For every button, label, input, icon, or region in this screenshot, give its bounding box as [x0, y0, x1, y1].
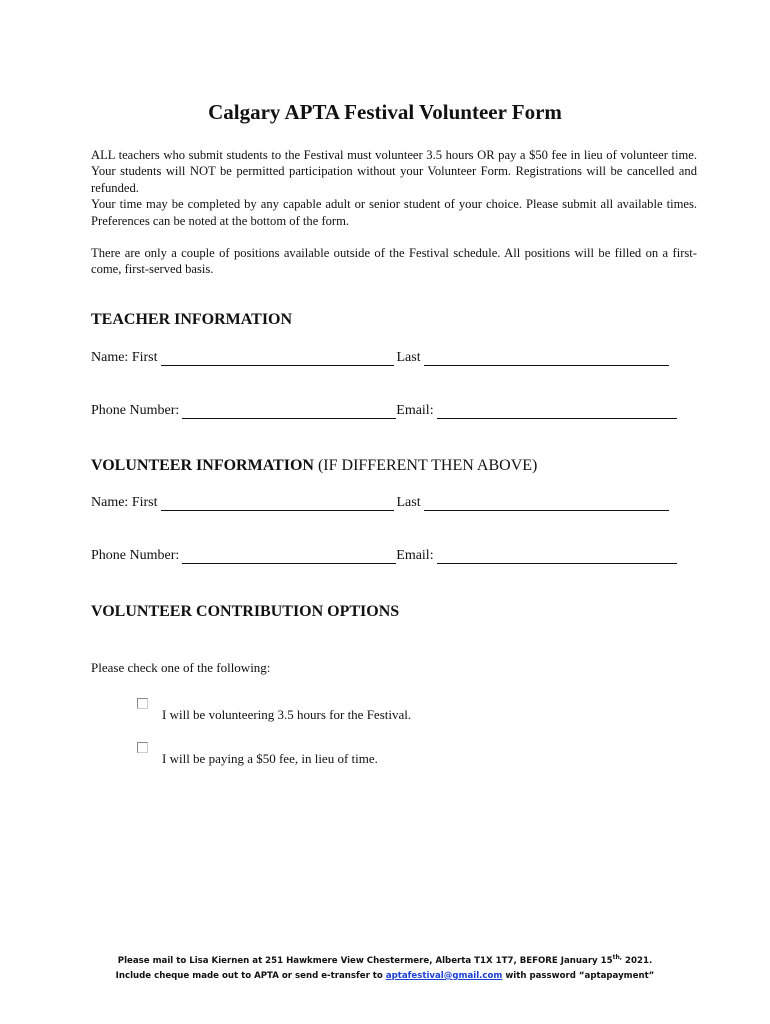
- option-pay-fee: [137, 743, 378, 767]
- footer-instructions: [0, 950, 770, 984]
- teacher-name-row: [91, 350, 672, 366]
- page-title: Calgary APTA Festival Volunteer Form: [208, 100, 562, 124]
- teacher-first-name-label: Name: First: [91, 350, 158, 365]
- footer-payment-line: [0, 969, 770, 984]
- footer-payment-text: Include cheque made out to APTA or send e-transfer to: [115, 970, 386, 981]
- teacher-last-name-label: Last: [396, 350, 421, 365]
- option-volunteer-hours: [137, 699, 411, 723]
- teacher-email-label: Email:: [396, 403, 434, 418]
- teacher-last-name-field[interactable]: [424, 351, 669, 366]
- volunteer-first-name-field[interactable]: [161, 496, 394, 511]
- volunteer-heading-text: VOLUNTEER INFORMATION: [91, 457, 314, 474]
- footer-mail-text: Please mail to Lisa Kiernen at 251 Hawkmere View Chestermere, Alberta T1X 1T7, BEFORE January 15: [117, 955, 613, 966]
- footer-year-text: 2021.: [622, 955, 653, 966]
- teacher-phone-label: Phone Number:: [91, 403, 180, 418]
- contribution-heading-text: VOLUNTEER CONTRIBUTION OPTIONS: [91, 603, 400, 620]
- volunteer-contact-row: [91, 548, 680, 564]
- intro-paragraph-3: There are only a couple of positions available outside of the Festival schedule. All positions will be filled on a first-come, first-served basis.: [91, 246, 697, 277]
- pay-fee-checkbox[interactable]: [137, 742, 148, 753]
- volunteer-hours-label: I will be volunteering 3.5 hours for the Festival.: [162, 707, 412, 722]
- teacher-email-field[interactable]: [437, 404, 677, 419]
- footer-date-suffix: th,: [612, 954, 623, 961]
- volunteer-last-name-label: Last: [396, 495, 421, 510]
- teacher-first-name-field[interactable]: [161, 351, 394, 366]
- volunteer-hours-checkbox[interactable]: [137, 698, 148, 709]
- volunteer-last-name-field[interactable]: [424, 496, 669, 511]
- volunteer-first-name-label: Name: First: [91, 495, 158, 510]
- volunteer-phone-field[interactable]: [182, 549, 396, 564]
- volunteer-phone-label: Phone Number:: [91, 548, 180, 563]
- footer-email-link[interactable]: aptafestival@gmail.com: [385, 970, 503, 981]
- footer-password-text: with password “aptapayment”: [502, 970, 655, 981]
- contribution-prompt: Please check one of the following:: [91, 660, 271, 675]
- teacher-heading-text: TEACHER INFORMATION: [91, 311, 293, 328]
- volunteer-email-label: Email:: [396, 548, 434, 563]
- teacher-section-heading: [91, 311, 292, 329]
- intro-paragraph-2: Your time may be completed by any capable adult or senior student of your choice. Please submit all available times. Preferences can be noted at the bottom of the form.: [91, 197, 697, 228]
- contribution-section-heading: [91, 603, 399, 621]
- footer-mailing-line: [0, 950, 770, 969]
- volunteer-heading-note: (IF DIFFERENT THEN ABOVE): [317, 457, 538, 474]
- pay-fee-label: I will be paying a $50 fee, in lieu of time.: [162, 751, 378, 766]
- teacher-phone-field[interactable]: [182, 404, 396, 419]
- volunteer-name-row: [91, 495, 672, 511]
- volunteer-email-field[interactable]: [437, 549, 677, 564]
- intro-text: [91, 147, 697, 278]
- teacher-contact-row: [91, 403, 680, 419]
- intro-paragraph-1: ALL teachers who submit students to the Festival must volunteer 3.5 hours OR pay a $50 fee in lieu of volunteer time. Your students will NOT be permitted participation without your Volunteer Form. Registrations will be cancelled and refunded.: [91, 148, 697, 195]
- volunteer-section-heading: [91, 457, 537, 475]
